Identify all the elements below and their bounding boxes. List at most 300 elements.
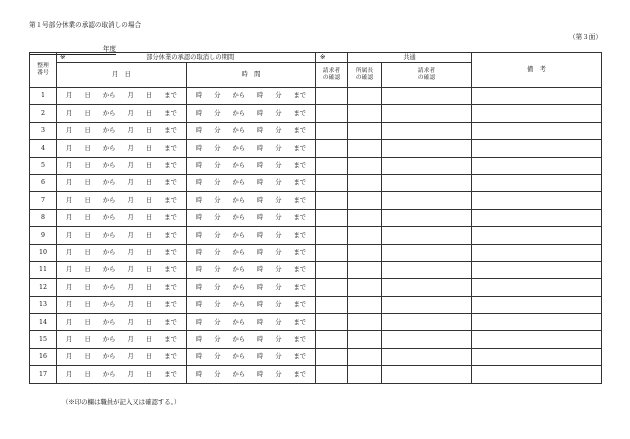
requester-check-cell[interactable] [316, 279, 348, 296]
date-range-word: 月 [66, 214, 73, 222]
date-range-word: 日 [145, 353, 153, 361]
time-range-word: 分 [275, 283, 282, 291]
date-range-cell[interactable] [57, 279, 187, 296]
requester-check-2-cell[interactable] [382, 348, 472, 365]
time-range-cell[interactable] [187, 314, 316, 331]
header-serial-number: 整理 番号 [30, 53, 57, 88]
requester-check-cell[interactable] [316, 261, 348, 278]
requester-check-cell[interactable] [316, 192, 348, 209]
date-range-word: 月 [127, 318, 134, 326]
remarks-cell[interactable] [472, 157, 602, 174]
date-range-word: 日 [145, 370, 153, 378]
time-range-word: から [232, 179, 246, 187]
head-check-cell[interactable] [348, 140, 382, 157]
head-check-cell[interactable] [348, 174, 382, 191]
date-range-cell[interactable] [57, 314, 187, 331]
requester-check-cell[interactable] [316, 209, 348, 226]
time-range-word: 時 [195, 231, 203, 239]
date-range-word: 月 [127, 179, 134, 187]
table-row [30, 279, 602, 296]
date-range-word: 月 [66, 335, 73, 343]
time-range-cell[interactable] [187, 279, 316, 296]
head-check-cell[interactable] [348, 331, 382, 348]
date-range-word: 月 [127, 248, 134, 256]
time-range-word: 時 [256, 318, 264, 326]
date-range-word: 日 [145, 266, 153, 274]
time-range-word: 時 [195, 196, 203, 204]
time-range-word: 時 [195, 161, 203, 169]
time-range-word: 分 [275, 109, 282, 117]
time-range-word: 時 [256, 109, 264, 117]
remarks-cell[interactable] [472, 314, 602, 331]
date-range-word: から [102, 196, 116, 204]
requester-check-2-cell[interactable] [382, 209, 472, 226]
date-range-word: まで [164, 196, 177, 204]
time-range-word: 分 [275, 318, 282, 326]
time-range-word: まで [293, 248, 307, 256]
requester-check-2-cell[interactable] [382, 122, 472, 139]
time-range-word: 分 [275, 196, 282, 204]
date-range-word: 月 [66, 92, 73, 100]
time-range-word: 分 [214, 318, 221, 326]
header-period-label: 部分休業の承認の取消しの期間 [146, 53, 235, 61]
time-range-word: 分 [214, 214, 221, 222]
time-range-word: から [232, 301, 246, 309]
date-range-word: 日 [145, 283, 153, 291]
date-range-word: まで [164, 353, 177, 361]
requester-check-cell[interactable] [316, 366, 348, 383]
date-range-word: 日 [145, 179, 153, 187]
requester-check-2-cell[interactable] [382, 174, 472, 191]
date-range-cell[interactable] [57, 174, 187, 191]
requester-check-2-cell[interactable] [382, 105, 472, 122]
date-range-word: 日 [84, 127, 91, 135]
date-range-word: 月 [127, 231, 134, 239]
time-range-word: 時 [256, 179, 264, 187]
time-range-word: 分 [275, 335, 282, 343]
date-range-word: まで [164, 248, 177, 256]
date-range-word: 日 [84, 353, 91, 361]
date-range-word: から [102, 370, 116, 378]
date-range-word: まで [164, 301, 177, 309]
table-row [30, 140, 602, 157]
time-range-cell[interactable] [187, 227, 316, 244]
date-range-word: 月 [66, 144, 73, 152]
time-range-word: から [232, 196, 246, 204]
row-number: 12 [30, 279, 57, 296]
date-range-cell[interactable] [57, 157, 187, 174]
date-range-word: から [102, 283, 116, 291]
remarks-cell[interactable] [472, 174, 602, 191]
time-range-word: まで [293, 127, 307, 135]
remarks-cell[interactable] [472, 227, 602, 244]
requester-check-cell[interactable] [316, 296, 348, 313]
table-row [30, 105, 602, 122]
time-range-word: 時 [256, 353, 264, 361]
date-range-word: 日 [84, 248, 91, 256]
time-range-word: 分 [214, 144, 221, 152]
row-number: 14 [30, 314, 57, 331]
remarks-cell[interactable] [472, 122, 602, 139]
requester-check-cell[interactable] [316, 244, 348, 261]
time-range-cell[interactable] [187, 261, 316, 278]
row-number: 17 [30, 366, 57, 383]
date-range-word: 月 [127, 301, 134, 309]
time-range-word: まで [293, 144, 307, 152]
time-range-word: 分 [214, 127, 221, 135]
table-row [30, 331, 602, 348]
time-range-word: 時 [256, 231, 264, 239]
date-range-word: まで [164, 161, 177, 169]
date-range-word: 月 [66, 248, 73, 256]
time-range-cell[interactable] [187, 244, 316, 261]
head-check-cell[interactable] [348, 157, 382, 174]
date-range-word: 日 [84, 370, 91, 378]
time-range-cell[interactable] [187, 140, 316, 157]
requester-check-cell[interactable] [316, 227, 348, 244]
time-range-word: 分 [214, 109, 221, 117]
requester-check-2-cell[interactable] [382, 314, 472, 331]
header-head-check: 所属長 の確認 [348, 63, 382, 88]
time-range-word: から [232, 318, 246, 326]
date-range-word: 月 [127, 214, 134, 222]
time-range-cell[interactable] [187, 88, 316, 105]
requester-check-cell[interactable] [316, 88, 348, 105]
time-range-word: 分 [214, 231, 221, 239]
date-range-word: から [102, 144, 116, 152]
time-range-word: まで [293, 283, 307, 291]
row-number: 16 [30, 348, 57, 365]
time-range-word: まで [293, 301, 307, 309]
time-range-cell[interactable] [187, 331, 316, 348]
date-range-word: 日 [84, 161, 91, 169]
date-range-word: まで [164, 144, 177, 152]
time-range-word: 分 [275, 353, 282, 361]
date-range-cell[interactable] [57, 209, 187, 226]
head-check-cell[interactable] [348, 209, 382, 226]
head-check-cell[interactable] [348, 244, 382, 261]
time-range-word: 時 [256, 214, 264, 222]
time-range-cell[interactable] [187, 122, 316, 139]
time-range-word: 時 [195, 92, 203, 100]
time-range-word: まで [293, 370, 307, 378]
date-range-word: 日 [145, 248, 153, 256]
head-check-cell[interactable] [348, 348, 382, 365]
date-range-word: 日 [84, 266, 91, 274]
remarks-cell[interactable] [472, 296, 602, 313]
date-range-word: 月 [66, 196, 73, 204]
time-range-word: 分 [214, 266, 221, 274]
header-time: 時 間 [187, 63, 316, 88]
date-range-cell[interactable] [57, 331, 187, 348]
time-range-word: から [232, 370, 246, 378]
date-range-word: まで [164, 231, 177, 239]
date-range-cell[interactable] [57, 366, 187, 383]
requester-check-2-cell[interactable] [382, 331, 472, 348]
requester-check-cell[interactable] [316, 314, 348, 331]
time-range-word: 分 [275, 248, 282, 256]
requester-check-cell[interactable] [316, 348, 348, 365]
date-range-word: 日 [84, 196, 91, 204]
head-check-cell[interactable] [348, 227, 382, 244]
remarks-cell[interactable] [472, 331, 602, 348]
time-range-word: 分 [214, 353, 221, 361]
date-range-word: まで [164, 370, 177, 378]
head-check-cell[interactable] [348, 88, 382, 105]
remarks-cell[interactable] [472, 192, 602, 209]
date-range-word: 月 [66, 353, 73, 361]
time-range-word: 分 [214, 161, 221, 169]
head-check-cell[interactable] [348, 366, 382, 383]
date-range-cell[interactable] [57, 88, 187, 105]
requester-check-2-cell[interactable] [382, 244, 472, 261]
date-range-cell[interactable] [57, 296, 187, 313]
date-range-word: 日 [84, 92, 91, 100]
time-range-word: 時 [195, 335, 203, 343]
date-range-cell[interactable] [57, 227, 187, 244]
time-range-cell[interactable] [187, 105, 316, 122]
footnote: （※印の欄は職員が記入又は確認する。） [62, 398, 181, 406]
row-number: 3 [30, 122, 57, 139]
head-check-cell[interactable] [348, 105, 382, 122]
time-range-word: 時 [195, 283, 203, 291]
date-range-word: から [102, 231, 116, 239]
time-range-word: 時 [256, 144, 264, 152]
time-range-word: まで [293, 196, 307, 204]
time-range-word: まで [293, 335, 307, 343]
head-check-cell[interactable] [348, 122, 382, 139]
time-range-word: 時 [195, 109, 203, 117]
time-range-word: 分 [275, 144, 282, 152]
cancellation-table [29, 52, 602, 384]
date-range-cell[interactable] [57, 348, 187, 365]
row-number: 11 [30, 261, 57, 278]
time-range-word: から [232, 92, 246, 100]
remarks-cell[interactable] [472, 88, 602, 105]
form-title: 第１号部分休業の承認の取消しの場合 [29, 21, 142, 29]
time-range-word: 時 [195, 318, 203, 326]
date-range-word: 日 [84, 144, 91, 152]
table-row [30, 296, 602, 313]
time-range-word: 分 [214, 301, 221, 309]
time-range-word: 分 [275, 301, 282, 309]
requester-check-2-cell[interactable] [382, 261, 472, 278]
head-check-cell[interactable] [348, 261, 382, 278]
date-range-word: から [102, 301, 116, 309]
date-range-cell[interactable] [57, 192, 187, 209]
requester-check-cell[interactable] [316, 157, 348, 174]
date-range-word: から [102, 92, 116, 100]
requester-check-2-cell[interactable] [382, 227, 472, 244]
requester-check-cell[interactable] [316, 140, 348, 157]
date-range-word: 日 [145, 214, 153, 222]
header-requester-check-2: 請求者 の確認 [382, 63, 472, 88]
requester-check-cell[interactable] [316, 105, 348, 122]
remarks-cell[interactable] [472, 244, 602, 261]
time-range-word: 分 [275, 231, 282, 239]
time-range-word: 分 [275, 370, 282, 378]
date-range-word: まで [164, 214, 177, 222]
date-range-word: 日 [145, 92, 153, 100]
time-range-cell[interactable] [187, 366, 316, 383]
date-range-cell[interactable] [57, 105, 187, 122]
time-range-word: 分 [214, 248, 221, 256]
date-range-word: 日 [84, 231, 91, 239]
date-range-word: 日 [145, 161, 153, 169]
time-range-cell[interactable] [187, 209, 316, 226]
requester-check-2-cell[interactable] [382, 366, 472, 383]
date-range-word: まで [164, 283, 177, 291]
date-range-word: 月 [66, 301, 73, 309]
time-range-cell[interactable] [187, 296, 316, 313]
requester-check-2-cell[interactable] [382, 88, 472, 105]
date-range-word: 月 [66, 179, 73, 187]
fiscal-year-field[interactable]: 年度 [29, 43, 116, 55]
date-range-word: 月 [127, 353, 134, 361]
date-range-word: 日 [145, 301, 153, 309]
remarks-cell[interactable] [472, 279, 602, 296]
date-range-word: まで [164, 266, 177, 274]
table-row [30, 348, 602, 365]
row-number: 2 [30, 105, 57, 122]
remarks-cell[interactable] [472, 105, 602, 122]
time-range-word: まで [293, 231, 307, 239]
date-range-word: から [102, 214, 116, 222]
time-range-word: 時 [195, 370, 203, 378]
time-range-word: 時 [195, 266, 203, 274]
time-range-word: から [232, 144, 246, 152]
time-range-word: 分 [214, 370, 221, 378]
row-number: 5 [30, 157, 57, 174]
time-range-word: 時 [256, 370, 264, 378]
time-range-cell[interactable] [187, 348, 316, 365]
date-range-cell[interactable] [57, 261, 187, 278]
date-range-word: 日 [145, 127, 153, 135]
time-range-cell[interactable] [187, 174, 316, 191]
time-range-word: まで [293, 266, 307, 274]
time-range-word: 時 [195, 301, 203, 309]
time-range-word: 時 [256, 161, 264, 169]
head-check-cell[interactable] [348, 296, 382, 313]
requester-check-2-cell[interactable] [382, 157, 472, 174]
time-range-word: から [232, 109, 246, 117]
time-range-word: から [232, 266, 246, 274]
date-range-word: 日 [84, 214, 91, 222]
requester-check-2-cell[interactable] [382, 296, 472, 313]
table-row [30, 157, 602, 174]
date-range-word: 月 [66, 283, 73, 291]
row-number: 7 [30, 192, 57, 209]
date-range-word: 月 [127, 144, 134, 152]
requester-check-cell[interactable] [316, 122, 348, 139]
time-range-cell[interactable] [187, 157, 316, 174]
requester-check-2-cell[interactable] [382, 192, 472, 209]
date-range-word: 日 [145, 109, 153, 117]
date-range-word: 月 [127, 127, 134, 135]
date-range-word: 日 [84, 283, 91, 291]
time-range-word: 時 [195, 179, 203, 187]
time-range-word: 時 [256, 248, 264, 256]
date-range-cell[interactable] [57, 140, 187, 157]
time-range-word: 時 [195, 248, 203, 256]
date-range-word: 月 [66, 318, 73, 326]
time-range-word: から [232, 127, 246, 135]
time-range-word: 時 [256, 283, 264, 291]
date-range-cell[interactable] [57, 122, 187, 139]
head-check-cell[interactable] [348, 314, 382, 331]
date-range-word: 日 [145, 196, 153, 204]
remarks-cell[interactable] [472, 261, 602, 278]
requester-check-cell[interactable] [316, 174, 348, 191]
date-range-word: 月 [66, 370, 73, 378]
time-range-word: 分 [275, 161, 282, 169]
row-number: 8 [30, 209, 57, 226]
head-check-cell[interactable] [348, 279, 382, 296]
date-range-word: から [102, 318, 116, 326]
remarks-cell[interactable] [472, 348, 602, 365]
time-range-word: 分 [275, 179, 282, 187]
date-range-word: 日 [145, 335, 153, 343]
time-range-word: 分 [275, 214, 282, 222]
date-range-word: まで [164, 92, 177, 100]
date-range-word: 日 [84, 335, 91, 343]
time-range-word: まで [293, 92, 307, 100]
time-range-word: から [232, 214, 246, 222]
requester-check-cell[interactable] [316, 331, 348, 348]
time-range-word: まで [293, 318, 307, 326]
date-range-word: 日 [145, 144, 153, 152]
date-range-word: まで [164, 127, 177, 135]
table-row [30, 314, 602, 331]
remarks-cell[interactable] [472, 140, 602, 157]
date-range-word: 日 [145, 231, 153, 239]
remarks-cell[interactable] [472, 209, 602, 226]
requester-check-2-cell[interactable] [382, 140, 472, 157]
date-range-word: 月 [127, 109, 134, 117]
date-range-word: から [102, 353, 116, 361]
table-row [30, 366, 602, 383]
time-range-word: まで [293, 353, 307, 361]
date-range-word: 月 [127, 266, 134, 274]
header-mark-requester: ※ [316, 53, 348, 63]
header-period [57, 53, 316, 63]
date-range-word: まで [164, 109, 177, 117]
date-range-word: 月 [66, 266, 73, 274]
date-range-word: 日 [84, 179, 91, 187]
date-range-word: 月 [127, 283, 134, 291]
time-range-word: まで [293, 161, 307, 169]
header-common: 共通 [348, 53, 472, 63]
date-range-word: から [102, 127, 116, 135]
date-range-word: から [102, 179, 116, 187]
time-range-word: 分 [275, 92, 282, 100]
date-range-word: 月 [66, 161, 73, 169]
time-range-word: 時 [256, 92, 264, 100]
remarks-cell[interactable] [472, 366, 602, 383]
row-number: 10 [30, 244, 57, 261]
time-range-word: 時 [195, 214, 203, 222]
date-range-cell[interactable] [57, 244, 187, 261]
table-row [30, 122, 602, 139]
row-number: 9 [30, 227, 57, 244]
date-range-word: 日 [145, 318, 153, 326]
time-range-word: 時 [195, 353, 203, 361]
time-range-word: まで [293, 214, 307, 222]
requester-check-2-cell[interactable] [382, 279, 472, 296]
time-range-word: 分 [275, 127, 282, 135]
head-check-cell[interactable] [348, 192, 382, 209]
time-range-cell[interactable] [187, 192, 316, 209]
